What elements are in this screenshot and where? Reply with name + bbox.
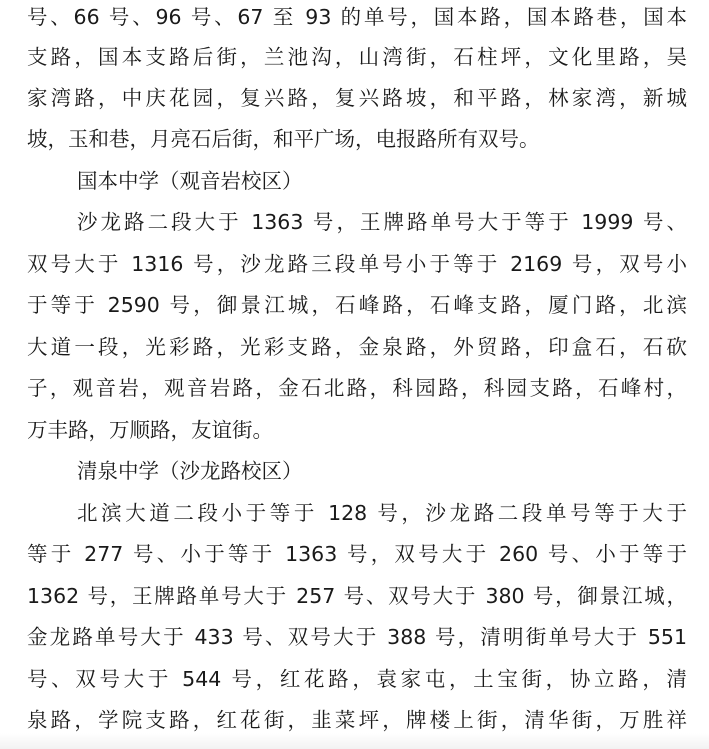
text-line: 万丰路，万顺路，友谊街。 [27, 418, 273, 442]
text-line: 于等于 2590 号，御景江城，石峰路，石峰支路，厦门路，北滨 [27, 293, 687, 317]
text-line: 1362 号，王牌路单号大于 257 号、双号大于 380 号，御景江城， [27, 584, 687, 608]
text-line: 双号大于 1316 号，沙龙路三段单号小于等于 2169 号，双号小 [27, 252, 687, 276]
text-line: 支路，国本支路后街，兰池沟，山湾街，石柱坪，文化里路，吴 [27, 45, 687, 69]
text-line: 金龙路单号大于 433 号、双号大于 388 号，清明街单号大于 551 [27, 625, 687, 649]
text-line: 大道一段，光彩路，光彩支路，金泉路，外贸路，印盒石，石砍 [27, 335, 687, 359]
section-heading: 清泉中学（沙龙路校区） [77, 459, 303, 483]
text-line: 号、双号大于 544 号，红花路，袁家屯，土宝街，协立路，清 [27, 667, 687, 691]
section-heading: 国本中学（观音岩校区） [77, 169, 303, 193]
text-line: 泉路，学院支路，红花街，韭菜坪，牌楼上街，清华街，万胜祥 [27, 708, 687, 732]
bottom-edge [0, 733, 709, 749]
text-line: 等于 277 号、小于等于 1363 号，双号大于 260 号、小于等于 [27, 542, 687, 566]
text-line: 号、66 号、96 号、67 至 93 的单号，国本路，国本路巷，国本 [27, 5, 687, 29]
text-line: 坡，玉和巷，月亮石后街，和平广场，电报路所有双号。 [27, 127, 540, 151]
text-line: 家湾路，中庆花园，复兴路，复兴路坡，和平路，林家湾，新城 [27, 86, 687, 110]
text-line: 子，观音岩，观音岩路，金石北路，科园路，科园支路，石峰村， [27, 376, 687, 400]
text-line: 沙龙路二段大于 1363 号，王牌路单号大于等于 1999 号、 [77, 210, 687, 234]
text-line: 北滨大道二段小于等于 128 号，沙龙路二段单号等于大于 [77, 501, 687, 525]
